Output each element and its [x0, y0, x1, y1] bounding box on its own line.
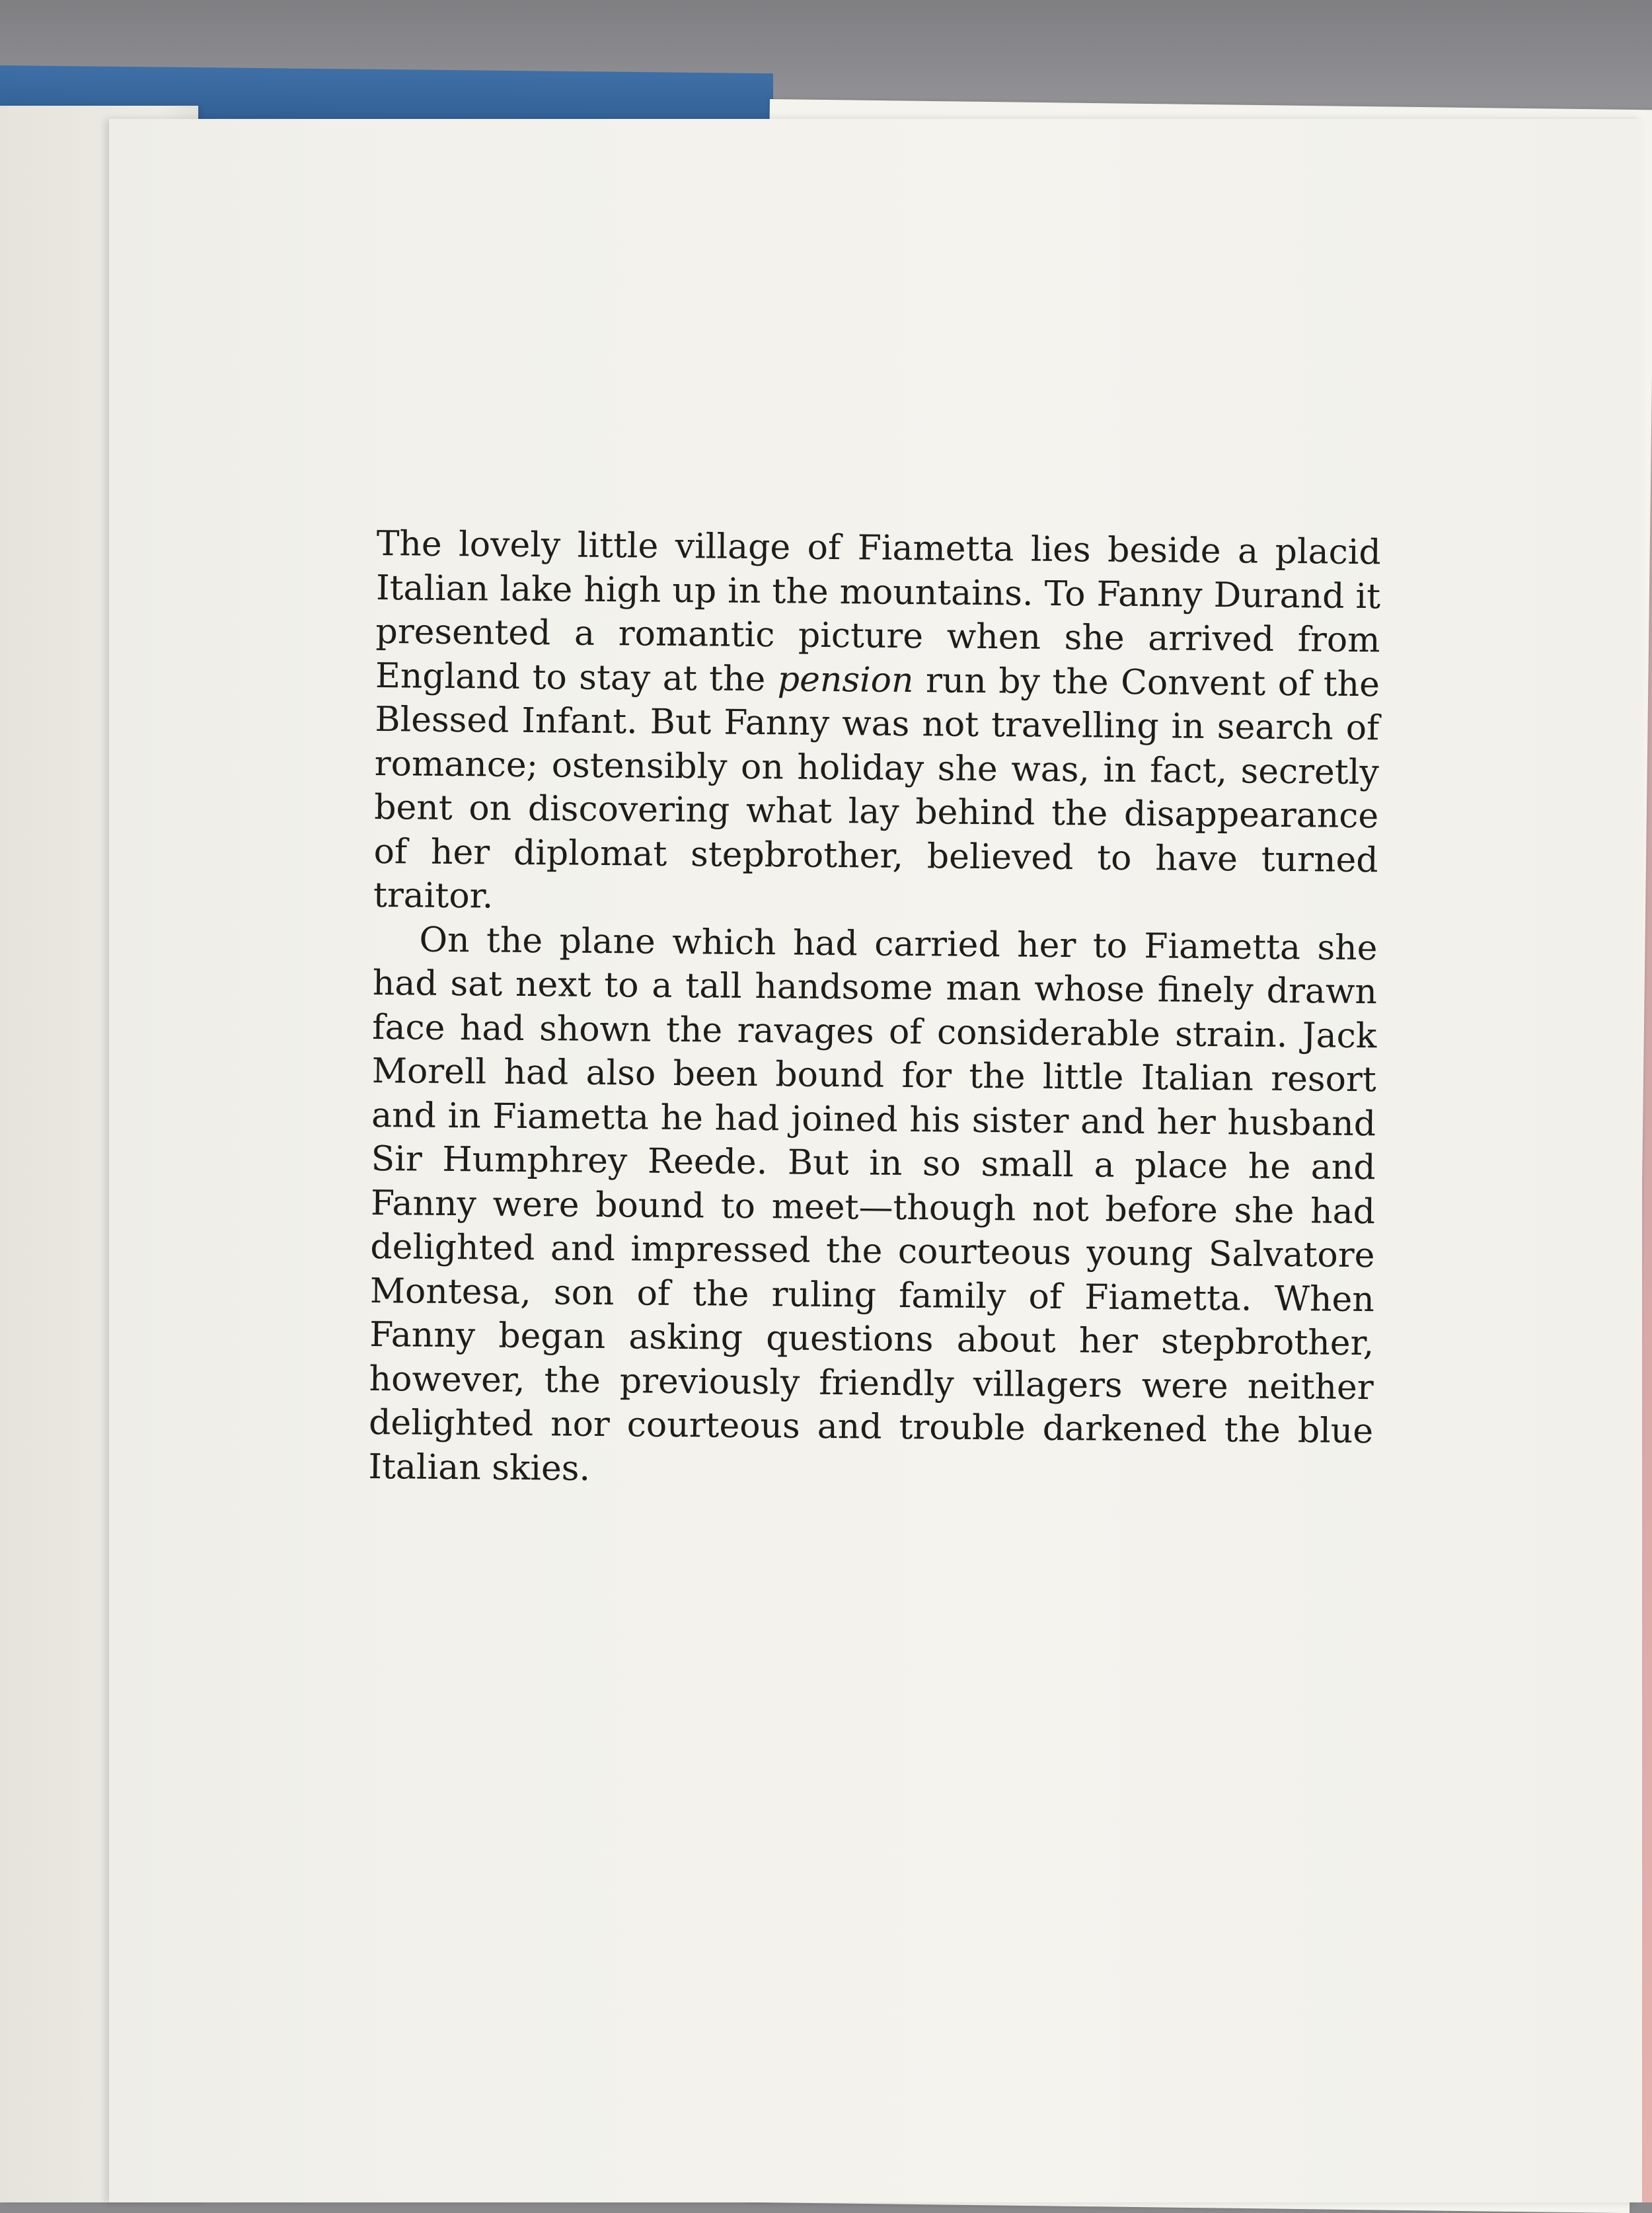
blurb-p1-end: run by the Convent of the Blessed Infant. But Fanny was not travelling in search of romance; ostensibly on holiday she was, in fact, secretly bent on discovering what lay behind the disappearance of her diplomat stepbrother, believed to have turned traitor. [373, 660, 1380, 917]
blurb-text [368, 522, 1381, 1497]
blurb-p1-start: The lovely little village of Fiametta lies beside a placid Italian lake high up in the mountains. To Fanny Durand it presented a romantic picture when she arrived from England to stay at the [375, 523, 1381, 699]
blurb-p1-italic: pension [777, 659, 914, 700]
blurb-paragraph-1 [373, 522, 1381, 926]
blurb-paragraph-2: On the plane which had carried her to Fiametta she had sat next to a tall handsome man whose finely drawn face had shown the ravages of considerable strain. Jack Morell had also been bound for the little Italian resort and in Fiametta he had joined his sister and her husband Sir Humphrey Reede. But in so small a place he and Fanny were bound to meet—though not before she had delighted and impressed the courteous young Salvatore Montesa, son of the ruling family of Fiametta. When Fanny began asking questions about her stepbrother, however, the previously friendly villagers were neither delighted nor courteous and trouble darkened the blue Italian skies. [368, 920, 1378, 1489]
